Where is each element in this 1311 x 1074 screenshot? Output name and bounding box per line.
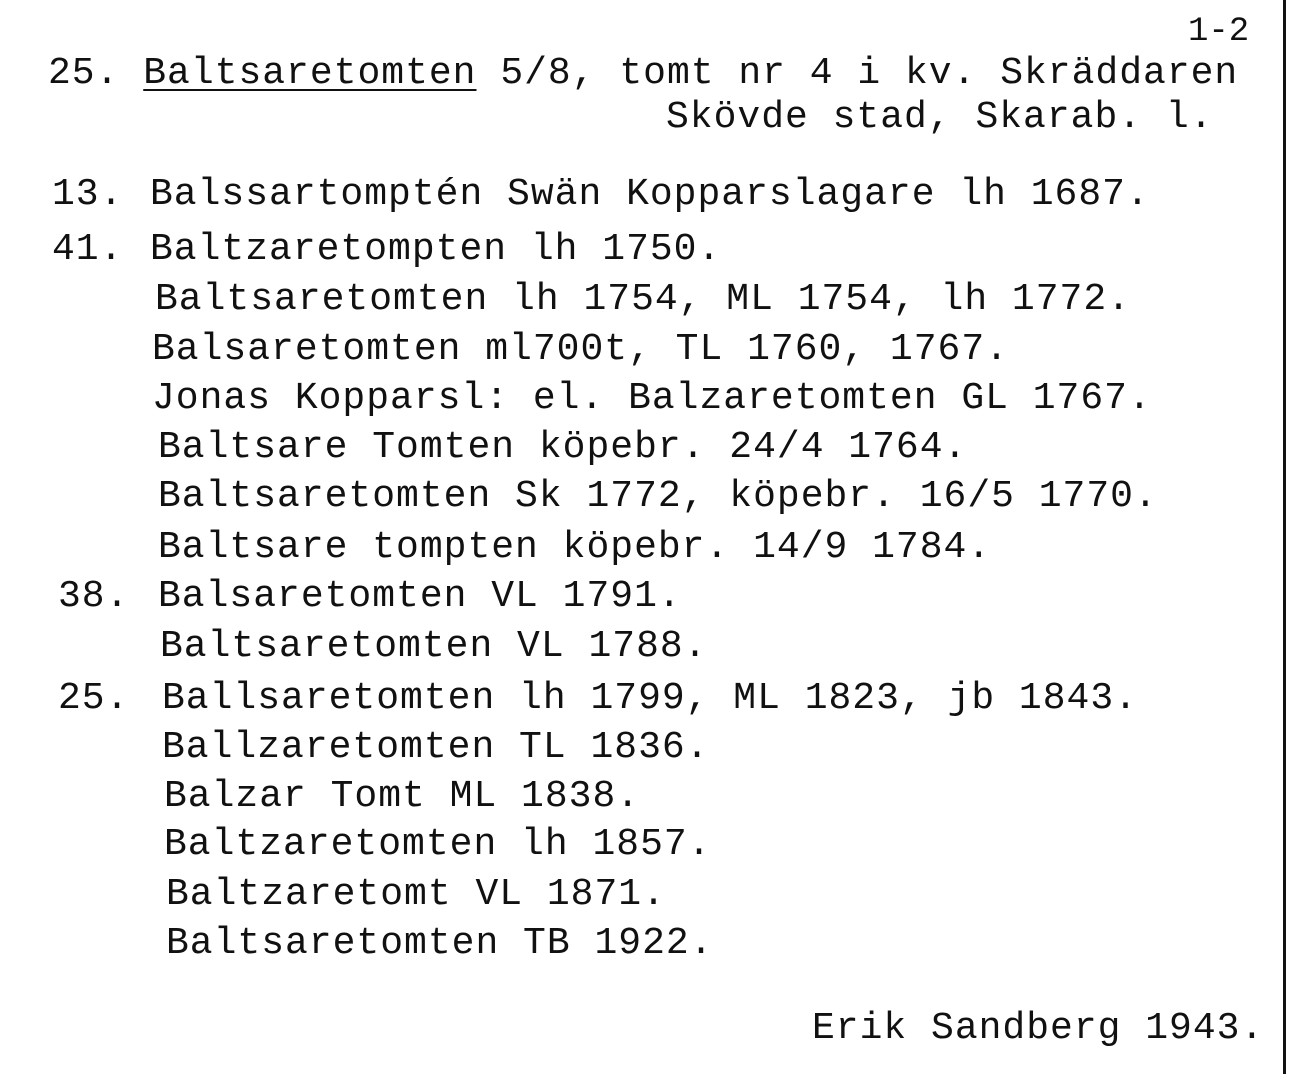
entry-text: Baltsaretomten TB 1922. bbox=[166, 922, 714, 965]
entry-text: Baltsaretomten VL 1788. bbox=[160, 625, 708, 668]
entry-text: Balsaretomten VL 1791. bbox=[158, 575, 682, 618]
entry-text: Balssartomptén Swän Kopparslagare lh 1687. bbox=[150, 173, 1150, 216]
heading-second-line: Skövde stad, Skarab. l. bbox=[666, 96, 1214, 139]
entry-text: Baltsaretomten Sk 1772, köpebr. 16/5 1770. bbox=[158, 475, 1158, 518]
heading-line bbox=[48, 52, 1239, 95]
entry-number: 38. bbox=[58, 575, 130, 618]
entry-text: Baltzaretomt VL 1871. bbox=[166, 873, 666, 916]
entry-text: Ballzaretomten TL 1836. bbox=[162, 726, 710, 769]
entry-text: Baltsaretomten lh 1754, ML 1754, lh 1772. bbox=[155, 278, 1131, 321]
entry-text: Balsaretomten ml700t, TL 1760, 1767. bbox=[152, 328, 1009, 371]
entry-text: Baltzaretomten lh 1857. bbox=[164, 823, 712, 866]
card-edge-line bbox=[1283, 0, 1286, 1074]
heading-number: 25. bbox=[48, 52, 120, 95]
entry-number: 13. bbox=[52, 173, 124, 216]
entry-number: 41. bbox=[52, 228, 124, 271]
entry-text: Balzar Tomt ML 1838. bbox=[164, 775, 641, 818]
heading-name: Baltsaretomten bbox=[143, 52, 477, 95]
entry-text: Baltsare tompten köpebr. 14/9 1784. bbox=[158, 526, 992, 569]
signature: Erik Sandberg 1943. bbox=[812, 1007, 1265, 1050]
heading-rest: 5/8, tomt nr 4 i kv. Skräddaren bbox=[500, 52, 1239, 95]
entry-text: Ballsaretomten lh 1799, ML 1823, jb 1843. bbox=[162, 677, 1138, 720]
entry-text: Jonas Kopparsl: el. Balzaretomten GL 1767. bbox=[152, 377, 1152, 420]
entry-text: Baltzaretompten lh 1750. bbox=[150, 228, 722, 271]
card-number: 1-2 bbox=[1188, 13, 1250, 51]
entry-text: Baltsare Tomten köpebr. 24/4 1764. bbox=[158, 426, 968, 469]
entry-number: 25. bbox=[58, 677, 130, 720]
